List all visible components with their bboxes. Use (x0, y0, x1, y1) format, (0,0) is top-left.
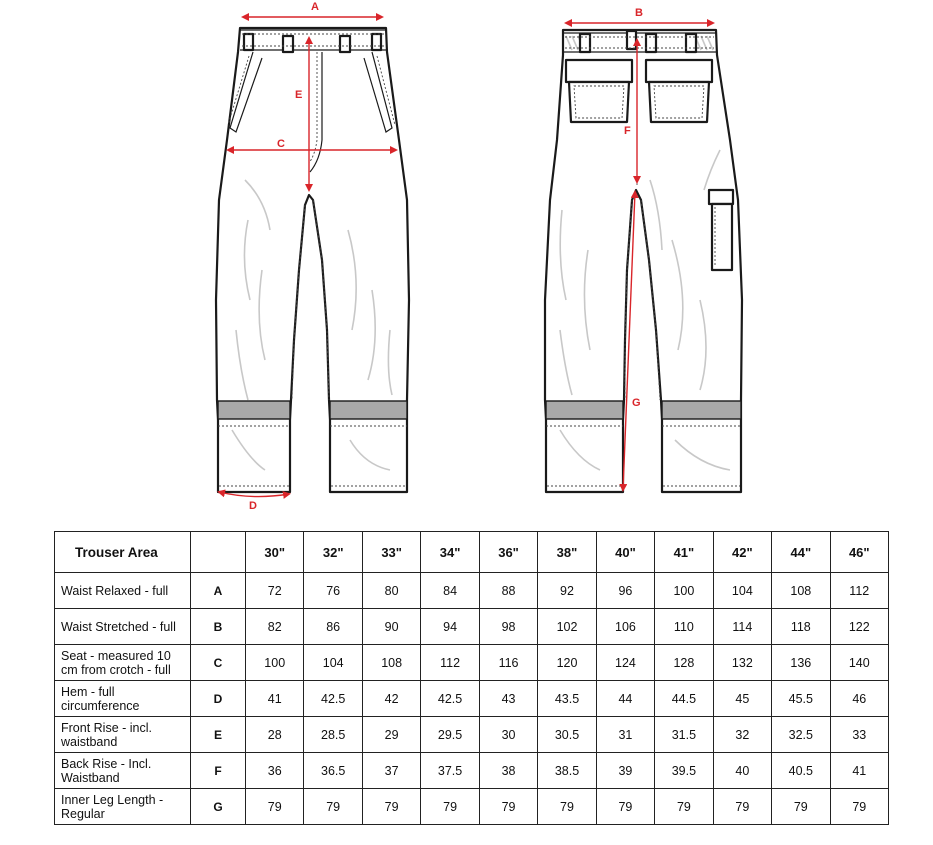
measurement-value-cell: 86 (304, 609, 362, 645)
code-header (191, 532, 246, 573)
measurement-code-cell: B (191, 609, 246, 645)
table-row (55, 609, 889, 645)
measurement-value-cell: 28 (246, 717, 304, 753)
measurement-value-cell: 40.5 (772, 753, 830, 789)
table-row (55, 717, 889, 753)
dimension-label-c: C (277, 138, 285, 150)
trouser-area-cell: Hem - full circumference (55, 681, 191, 717)
measurement-value-cell: 100 (655, 573, 713, 609)
size-header-row (55, 532, 889, 573)
table-row (55, 753, 889, 789)
measurement-value-cell: 31.5 (655, 717, 713, 753)
measurement-value-cell: 79 (479, 789, 537, 825)
measurement-value-cell: 28.5 (304, 717, 362, 753)
dimension-label-d: D (249, 500, 257, 512)
measurement-code-cell: G (191, 789, 246, 825)
trouser-area-cell: Front Rise - incl. waistband (55, 717, 191, 753)
measurement-code-cell: A (191, 573, 246, 609)
measurement-value-cell: 128 (655, 645, 713, 681)
measurement-value-cell: 104 (304, 645, 362, 681)
measurement-value-cell: 90 (362, 609, 420, 645)
measurement-value-cell: 92 (538, 573, 596, 609)
trouser-area-header: Trouser Area (55, 532, 191, 573)
measurement-code-cell: E (191, 717, 246, 753)
measurement-value-cell: 136 (772, 645, 830, 681)
dimension-label-b: B (635, 7, 643, 19)
measurement-value-cell: 112 (421, 645, 479, 681)
table-row (55, 681, 889, 717)
measurement-value-cell: 32 (713, 717, 771, 753)
measurement-code-cell: D (191, 681, 246, 717)
size-header: 41" (655, 532, 713, 573)
measurement-value-cell: 42.5 (304, 681, 362, 717)
measurement-value-cell: 38 (479, 753, 537, 789)
measurement-value-cell: 79 (362, 789, 420, 825)
trouser-area-cell: Seat - measured 10 cm from crotch - full (55, 645, 191, 681)
size-header: 32" (304, 532, 362, 573)
measurement-value-cell: 114 (713, 609, 771, 645)
measurement-value-cell: 32.5 (772, 717, 830, 753)
measurement-value-cell: 82 (246, 609, 304, 645)
trouser-area-cell: Waist Stretched - full (55, 609, 191, 645)
front-view-trousers (216, 28, 409, 492)
measurement-value-cell: 38.5 (538, 753, 596, 789)
measurement-value-cell: 79 (713, 789, 771, 825)
measurement-value-cell: 42 (362, 681, 420, 717)
measurement-value-cell: 79 (772, 789, 830, 825)
size-header: 40" (596, 532, 654, 573)
measurement-value-cell: 41 (246, 681, 304, 717)
measurement-value-cell: 100 (246, 645, 304, 681)
size-header: 42" (713, 532, 771, 573)
measurement-value-cell: 33 (830, 717, 888, 753)
measurement-value-cell: 108 (362, 645, 420, 681)
measurement-value-cell: 45 (713, 681, 771, 717)
size-header: 46" (830, 532, 888, 573)
measurement-value-cell: 39 (596, 753, 654, 789)
measurement-value-cell: 104 (713, 573, 771, 609)
measurement-value-cell: 94 (421, 609, 479, 645)
measurement-value-cell: 36.5 (304, 753, 362, 789)
measurement-value-cell: 79 (421, 789, 479, 825)
measurement-value-cell: 44.5 (655, 681, 713, 717)
size-header: 36" (479, 532, 537, 573)
size-header: 34" (421, 532, 479, 573)
dimension-label-e: E (295, 89, 303, 101)
measurement-value-cell: 110 (655, 609, 713, 645)
measurement-value-cell: 112 (830, 573, 888, 609)
measurement-value-cell: 96 (596, 573, 654, 609)
measurement-value-cell: 79 (830, 789, 888, 825)
measurement-value-cell: 44 (596, 681, 654, 717)
measurement-value-cell: 79 (304, 789, 362, 825)
dimension-label-g: G (632, 397, 641, 409)
measurement-value-cell: 118 (772, 609, 830, 645)
measurement-value-cell: 45.5 (772, 681, 830, 717)
measurement-value-cell: 122 (830, 609, 888, 645)
measurement-value-cell: 30.5 (538, 717, 596, 753)
measurement-value-cell: 102 (538, 609, 596, 645)
measurement-value-cell: 42.5 (421, 681, 479, 717)
size-header: 44" (772, 532, 830, 573)
measurement-value-cell: 43.5 (538, 681, 596, 717)
measurement-value-cell: 84 (421, 573, 479, 609)
table-row (55, 573, 889, 609)
measurement-value-cell: 40 (713, 753, 771, 789)
trouser-area-cell: Waist Relaxed - full (55, 573, 191, 609)
dimension-label-f: F (624, 125, 631, 137)
measurement-value-cell: 79 (655, 789, 713, 825)
back-view-trousers (545, 30, 742, 492)
measurement-value-cell: 43 (479, 681, 537, 717)
measurement-code-cell: C (191, 645, 246, 681)
measurement-value-cell: 29 (362, 717, 420, 753)
measurement-value-cell: 37 (362, 753, 420, 789)
measurement-value-cell: 120 (538, 645, 596, 681)
measurement-value-cell: 36 (246, 753, 304, 789)
measurement-code-cell: F (191, 753, 246, 789)
measurement-value-cell: 46 (830, 681, 888, 717)
measurement-value-cell: 30 (479, 717, 537, 753)
measurement-value-cell: 39.5 (655, 753, 713, 789)
measurement-value-cell: 41 (830, 753, 888, 789)
measurement-value-cell: 116 (479, 645, 537, 681)
measurement-value-cell: 124 (596, 645, 654, 681)
trouser-area-cell: Back Rise - Incl. Waistband (55, 753, 191, 789)
measurement-value-cell: 79 (538, 789, 596, 825)
measurement-value-cell: 140 (830, 645, 888, 681)
measurement-value-cell: 98 (479, 609, 537, 645)
size-header: 38" (538, 532, 596, 573)
measurement-value-cell: 79 (596, 789, 654, 825)
table-row (55, 645, 889, 681)
measurement-value-cell: 88 (479, 573, 537, 609)
measurement-value-cell: 31 (596, 717, 654, 753)
dimension-label-a: A (311, 1, 319, 13)
size-header: 33" (362, 532, 420, 573)
measurement-value-cell: 106 (596, 609, 654, 645)
measurement-value-cell: 79 (246, 789, 304, 825)
size-chart-table (54, 531, 889, 825)
measurement-value-cell: 76 (304, 573, 362, 609)
measurement-value-cell: 37.5 (421, 753, 479, 789)
measurement-value-cell: 72 (246, 573, 304, 609)
trouser-area-cell: Inner Leg Length - Regular (55, 789, 191, 825)
measurement-value-cell: 132 (713, 645, 771, 681)
measurement-value-cell: 80 (362, 573, 420, 609)
measurement-value-cell: 108 (772, 573, 830, 609)
measurement-value-cell: 29.5 (421, 717, 479, 753)
table-row (55, 789, 889, 825)
size-header: 30" (246, 532, 304, 573)
